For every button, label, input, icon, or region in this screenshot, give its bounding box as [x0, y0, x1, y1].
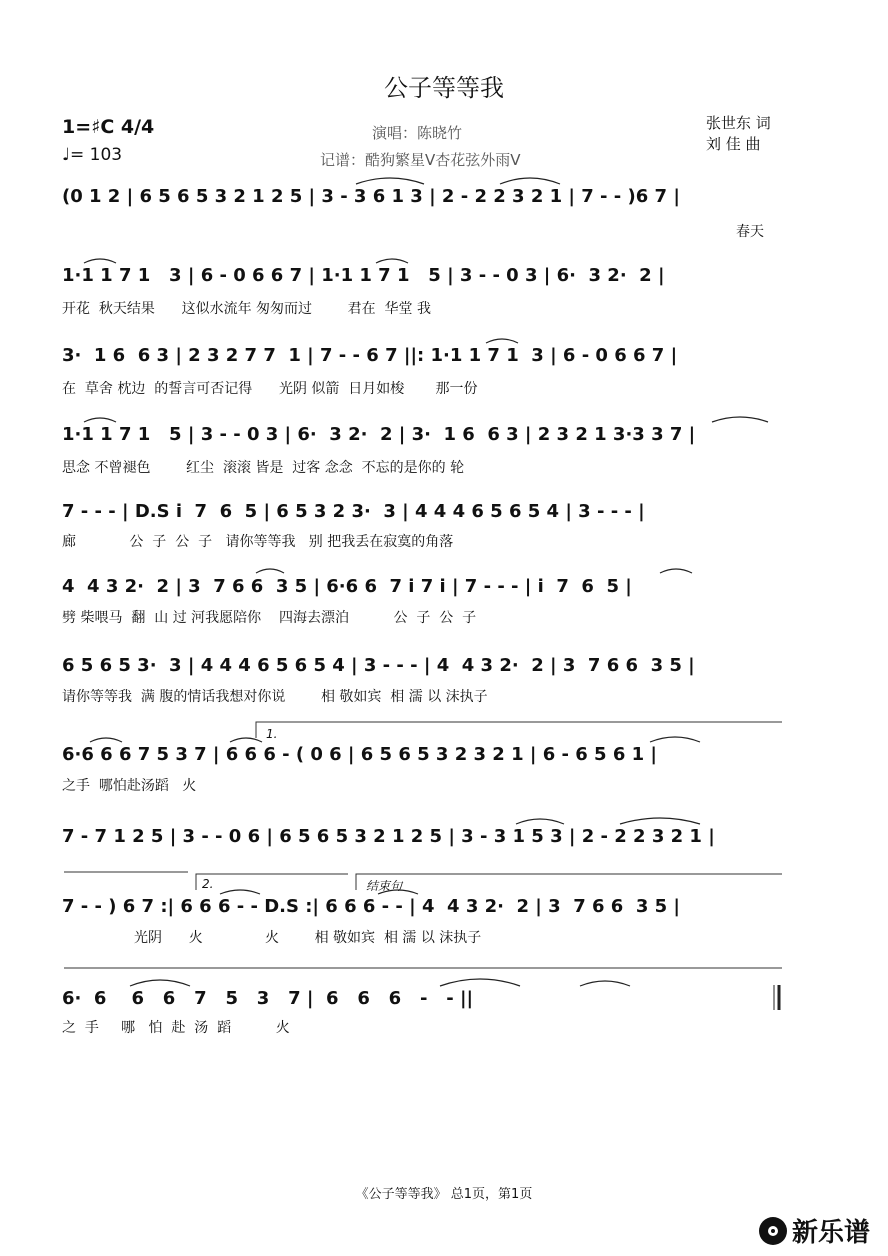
score-row-1-lyrics: 春天	[736, 224, 764, 240]
score-row-5-notes: 7 - - - | D.S i 7 6 5 | 6 5 3 2 3· 3 | 4 4 4 6 5 6 5 4 | 3 - - - |	[62, 501, 645, 522]
volta-2-label: 2.	[202, 877, 214, 891]
score-row-4-lyrics: 思念 不曾褪色 红尘 滚滚 皆是 过客 念念 不忘的是你的 轮	[62, 460, 465, 476]
score-row-3-notes: 3· 1 6 6 3 | 2 3 2 7 7 1 | 7 - - 6 7 ||: 1·1 1 7 1 3 | 6 - 0 6 6 7 |	[62, 345, 678, 366]
slur	[376, 259, 408, 263]
key-signature: 1=♯C 4/4	[62, 116, 155, 138]
score-row-5-lyrics: 廊 公 子 公 子 请你等等我 别 把我丢在寂寞的角落	[62, 534, 454, 550]
score-row-1-notes: (0 1 2 | 6 5 6 5 3 2 1 2 5 | 3 - 3 6 1 3 | 2 - 2 2 3 2 1 | 7 - - )6 7 |	[62, 186, 680, 207]
score-row-6-lyrics: 劈 柴喂马 翻 山 过 河我愿陪你 四海去漂泊 公 子 公 子	[62, 610, 477, 626]
slur	[580, 981, 630, 986]
score-row-11-notes: 6· 6 6 6 7 5 3 7 | 6 6 6 - - ||	[62, 988, 474, 1009]
site-logo[interactable]	[758, 1212, 870, 1249]
slur	[378, 890, 418, 894]
slur	[130, 980, 190, 986]
slur	[220, 890, 260, 894]
slur	[230, 738, 262, 742]
vinyl-icon	[758, 1216, 788, 1246]
volta-2-bracket	[196, 874, 348, 890]
score-row-10-notes: 7 - - ) 6 7 :| 6 6 6 - - D.S :| 6 6 6 - - | 4 4 3 2· 2 | 3 7 6 6 3 5 |	[62, 896, 680, 917]
slur	[660, 569, 692, 573]
slur	[356, 178, 424, 184]
score-row-8-notes: 6·6 6 6 7 5 3 7 | 6 6 6 - ( 0 6 | 6 5 6 5 3 2 3 2 1 | 6 - 6 5 6 1 |	[62, 744, 657, 765]
volta-1-label: 1.	[266, 727, 278, 741]
score-row-4-notes: 1·1 1 7 1 5 | 3 - - 0 3 | 6· 3 2· 2 | 3· 1 6 6 3 | 2 3 2 1 3·3 3 7 |	[62, 424, 696, 445]
slur	[84, 418, 116, 422]
page-title: 公子等等我	[384, 74, 504, 102]
composer-credit: 刘 佳 曲	[706, 135, 761, 153]
score-row-2-notes: 1·1 1 7 1 3 | 6 - 0 6 6 7 | 1·1 1 7 1 5 | 3 - - 0 3 | 6· 3 2· 2 |	[62, 265, 665, 286]
score-row-11-lyrics: 之 手 哪 怕 赴 汤 蹈 火	[62, 1020, 290, 1036]
logo-text: 新乐谱	[792, 1218, 871, 1248]
slur	[440, 979, 520, 986]
score-row-9-notes: 7 - 7 1 2 5 | 3 - - 0 6 | 6 5 6 5 3 2 1 2 5 | 3 - 3 1 5 3 | 2 - 2 2 3 2 1 |	[62, 826, 715, 847]
score-row-8-lyrics: 之手 哪怕赴汤蹈 火	[62, 778, 197, 794]
coda-bracket	[356, 874, 782, 890]
singer-credit: 演唱：陈晓竹	[372, 124, 463, 142]
slur	[84, 259, 116, 263]
slur	[90, 738, 122, 742]
score-row-2-lyrics: 开花 秋天结果 这似水流年 匆匆而过 君在 华堂 我	[62, 301, 432, 317]
score-row-7-notes: 6 5 6 5 3· 3 | 4 4 4 6 5 6 5 4 | 3 - - - | 4 4 3 2· 2 | 3 7 6 6 3 5 |	[62, 655, 695, 676]
transcriber-credit: 记谱：酷狗繁星V杏花弦外雨V	[320, 151, 521, 169]
tempo-marking: ♩= 103	[62, 145, 123, 165]
slur	[516, 819, 564, 824]
slur	[256, 569, 284, 573]
slur	[650, 737, 700, 742]
score-row-10-lyrics: 光阴 火 火 相 敬如宾 相 濡 以 沫执子	[134, 930, 482, 946]
score-row-7-lyrics: 请你等等我 满 腹的情话我想对你说 相 敬如宾 相 濡 以 沫执子	[62, 689, 488, 705]
slur	[486, 339, 518, 343]
volta-1-bracket	[256, 722, 782, 738]
lyricist-credit: 张世东 词	[706, 114, 771, 132]
coda-label: 结束句	[366, 879, 403, 893]
slur	[620, 818, 700, 824]
slur	[712, 417, 768, 422]
slur	[500, 178, 560, 184]
page-footer: 《公子等等我》 总1页，第1页	[355, 1187, 533, 1202]
score-row-3-lyrics: 在 草舍 枕边 的誓言可否记得 光阴 似箭 日月如梭 那一份	[62, 381, 478, 397]
score-row-6-notes: 4 4 3 2· 2 | 3 7 6 6 3 5 | 6·6 6 7 i 7 i | 7 - - - | i 7 6 5 |	[62, 576, 632, 597]
